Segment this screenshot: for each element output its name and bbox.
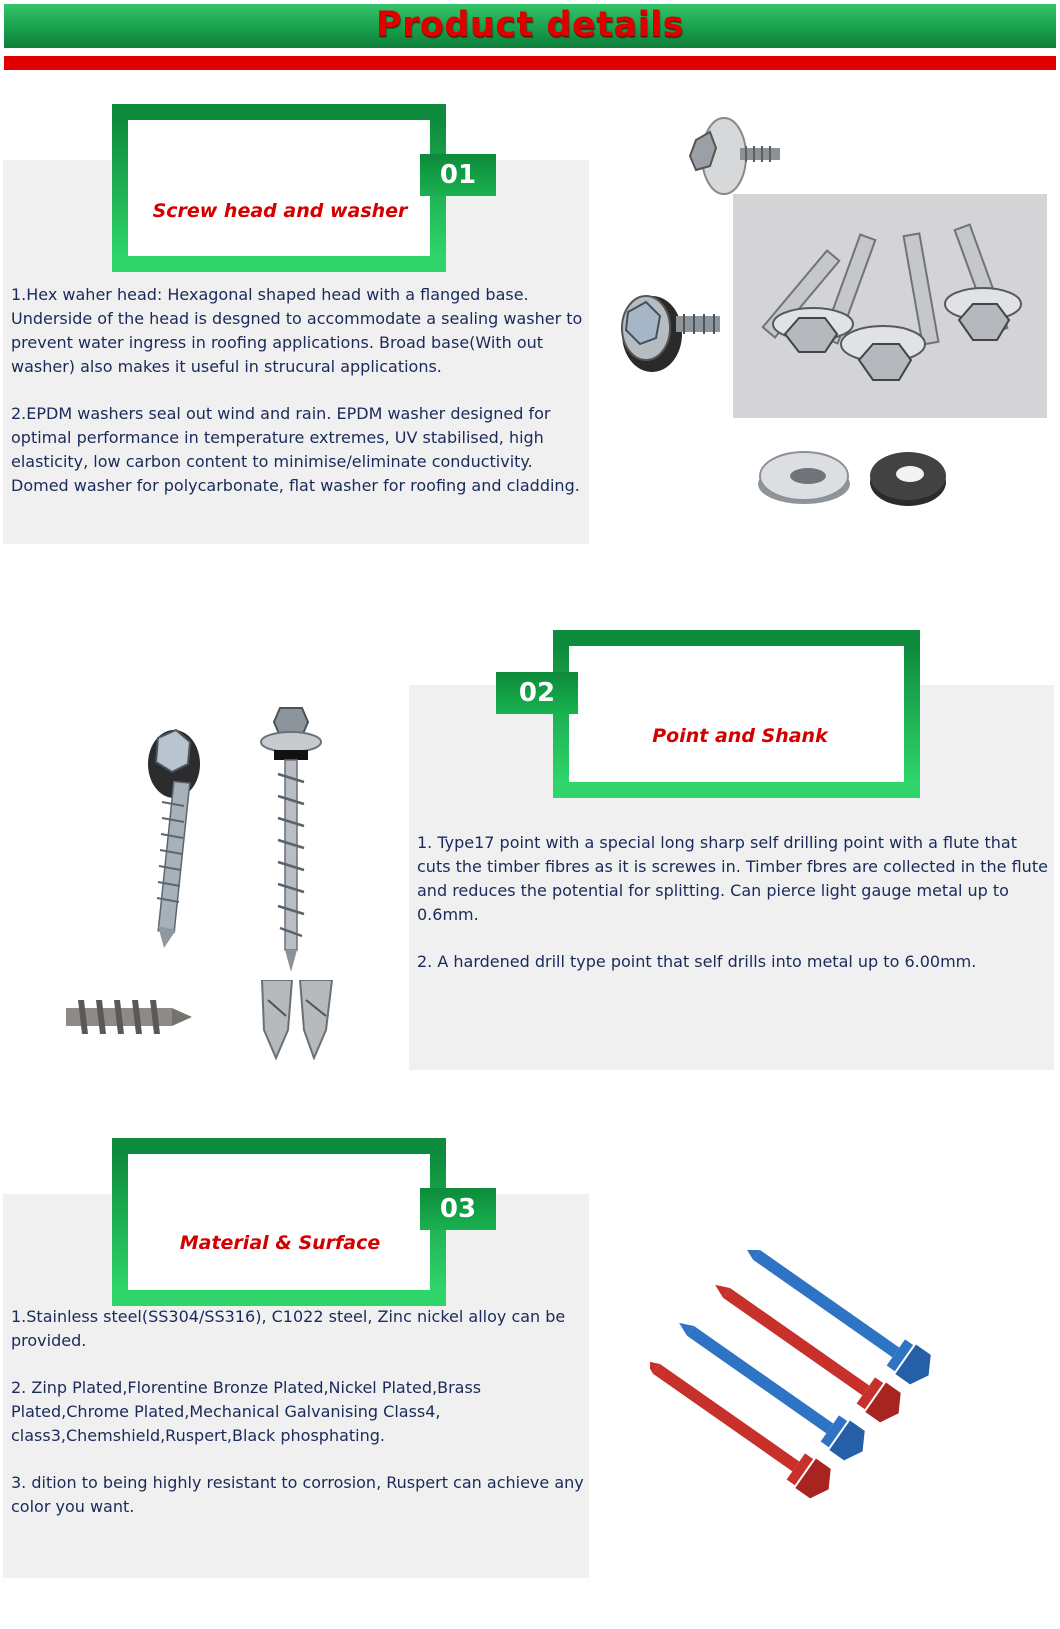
section-3-number-badge: 03 xyxy=(420,1188,496,1230)
section-2-number-badge: 02 xyxy=(496,672,578,714)
section-2-paragraph-2: 2. A hardened drill type point that self drills into metal up to 6.00mm. xyxy=(417,952,977,971)
drill-point-closeup-image xyxy=(242,980,382,1060)
section-2-title-frame xyxy=(553,630,920,798)
header-red-divider xyxy=(4,56,1056,70)
washer-screw-side-image xyxy=(612,282,722,382)
type17-screw-image xyxy=(252,704,332,974)
section-2-paragraph-1: 1. Type17 point with a special long sharp self drilling point with a flute that cuts the timber fibres as it is screwes in. Timber fbres are collected in the flute and reduces the potential for splitting. Can pierce light gauge metal up to 0.6mm. xyxy=(417,833,1048,924)
hex-head-drill-screw-image xyxy=(138,722,218,952)
section-3-paragraph-3: 3. dition to being highly resistant to corrosion, Ruspert can achieve any color you want. xyxy=(11,1473,584,1516)
page-title: Product details xyxy=(375,5,685,45)
section-1-number-badge: 01 xyxy=(420,154,496,196)
colored-ruspert-screws-image xyxy=(650,1250,962,1510)
section-1-paragraph-2: 2.EPDM washers seal out wind and rain. EPDM washer designed for optimal performance in temperature extremes, UV stabilised, high elasticity, low carbon content to minimise/eliminate conductivity. Domed washer for polycarbonate, flat washer for roofing and cladding. xyxy=(11,404,580,495)
section-1-title-frame xyxy=(112,104,446,272)
domed-washer-image xyxy=(756,446,852,508)
section-1-title: Screw head and washer xyxy=(152,200,408,222)
section-3-paragraph-1: 1.Stainless steel(SS304/SS316), C1022 steel, Zinc nickel alloy can be provided. xyxy=(11,1307,566,1350)
header-banner xyxy=(4,4,1056,48)
silver-screws-group-image xyxy=(733,194,1047,418)
section-1-paragraph-1: 1.Hex waher head: Hexagonal shaped head with a flanged base. Underside of the head is desgned to accommodate a sealing washer to prevent water ingress in roofing applications. Broad base(With out washer) also makes it useful in strucural applications. xyxy=(11,285,583,376)
flat-epdm-washer-image xyxy=(868,448,948,508)
section-3-title-frame xyxy=(112,1138,446,1306)
section-3-paragraph-2: 2. Zinp Plated,Florentine Bronze Plated,Nickel Plated,Brass Plated,Chrome Plated,Mechanical Galvanising Class4, class3,Chemshield,Ruspert,Black phosphating. xyxy=(11,1378,482,1445)
screw-thread-closeup-image xyxy=(64,994,194,1040)
hex-washer-screw-image xyxy=(684,108,784,204)
section-3-title: Material & Surface xyxy=(179,1232,381,1254)
section-2-title: Point and Shank xyxy=(652,725,828,747)
